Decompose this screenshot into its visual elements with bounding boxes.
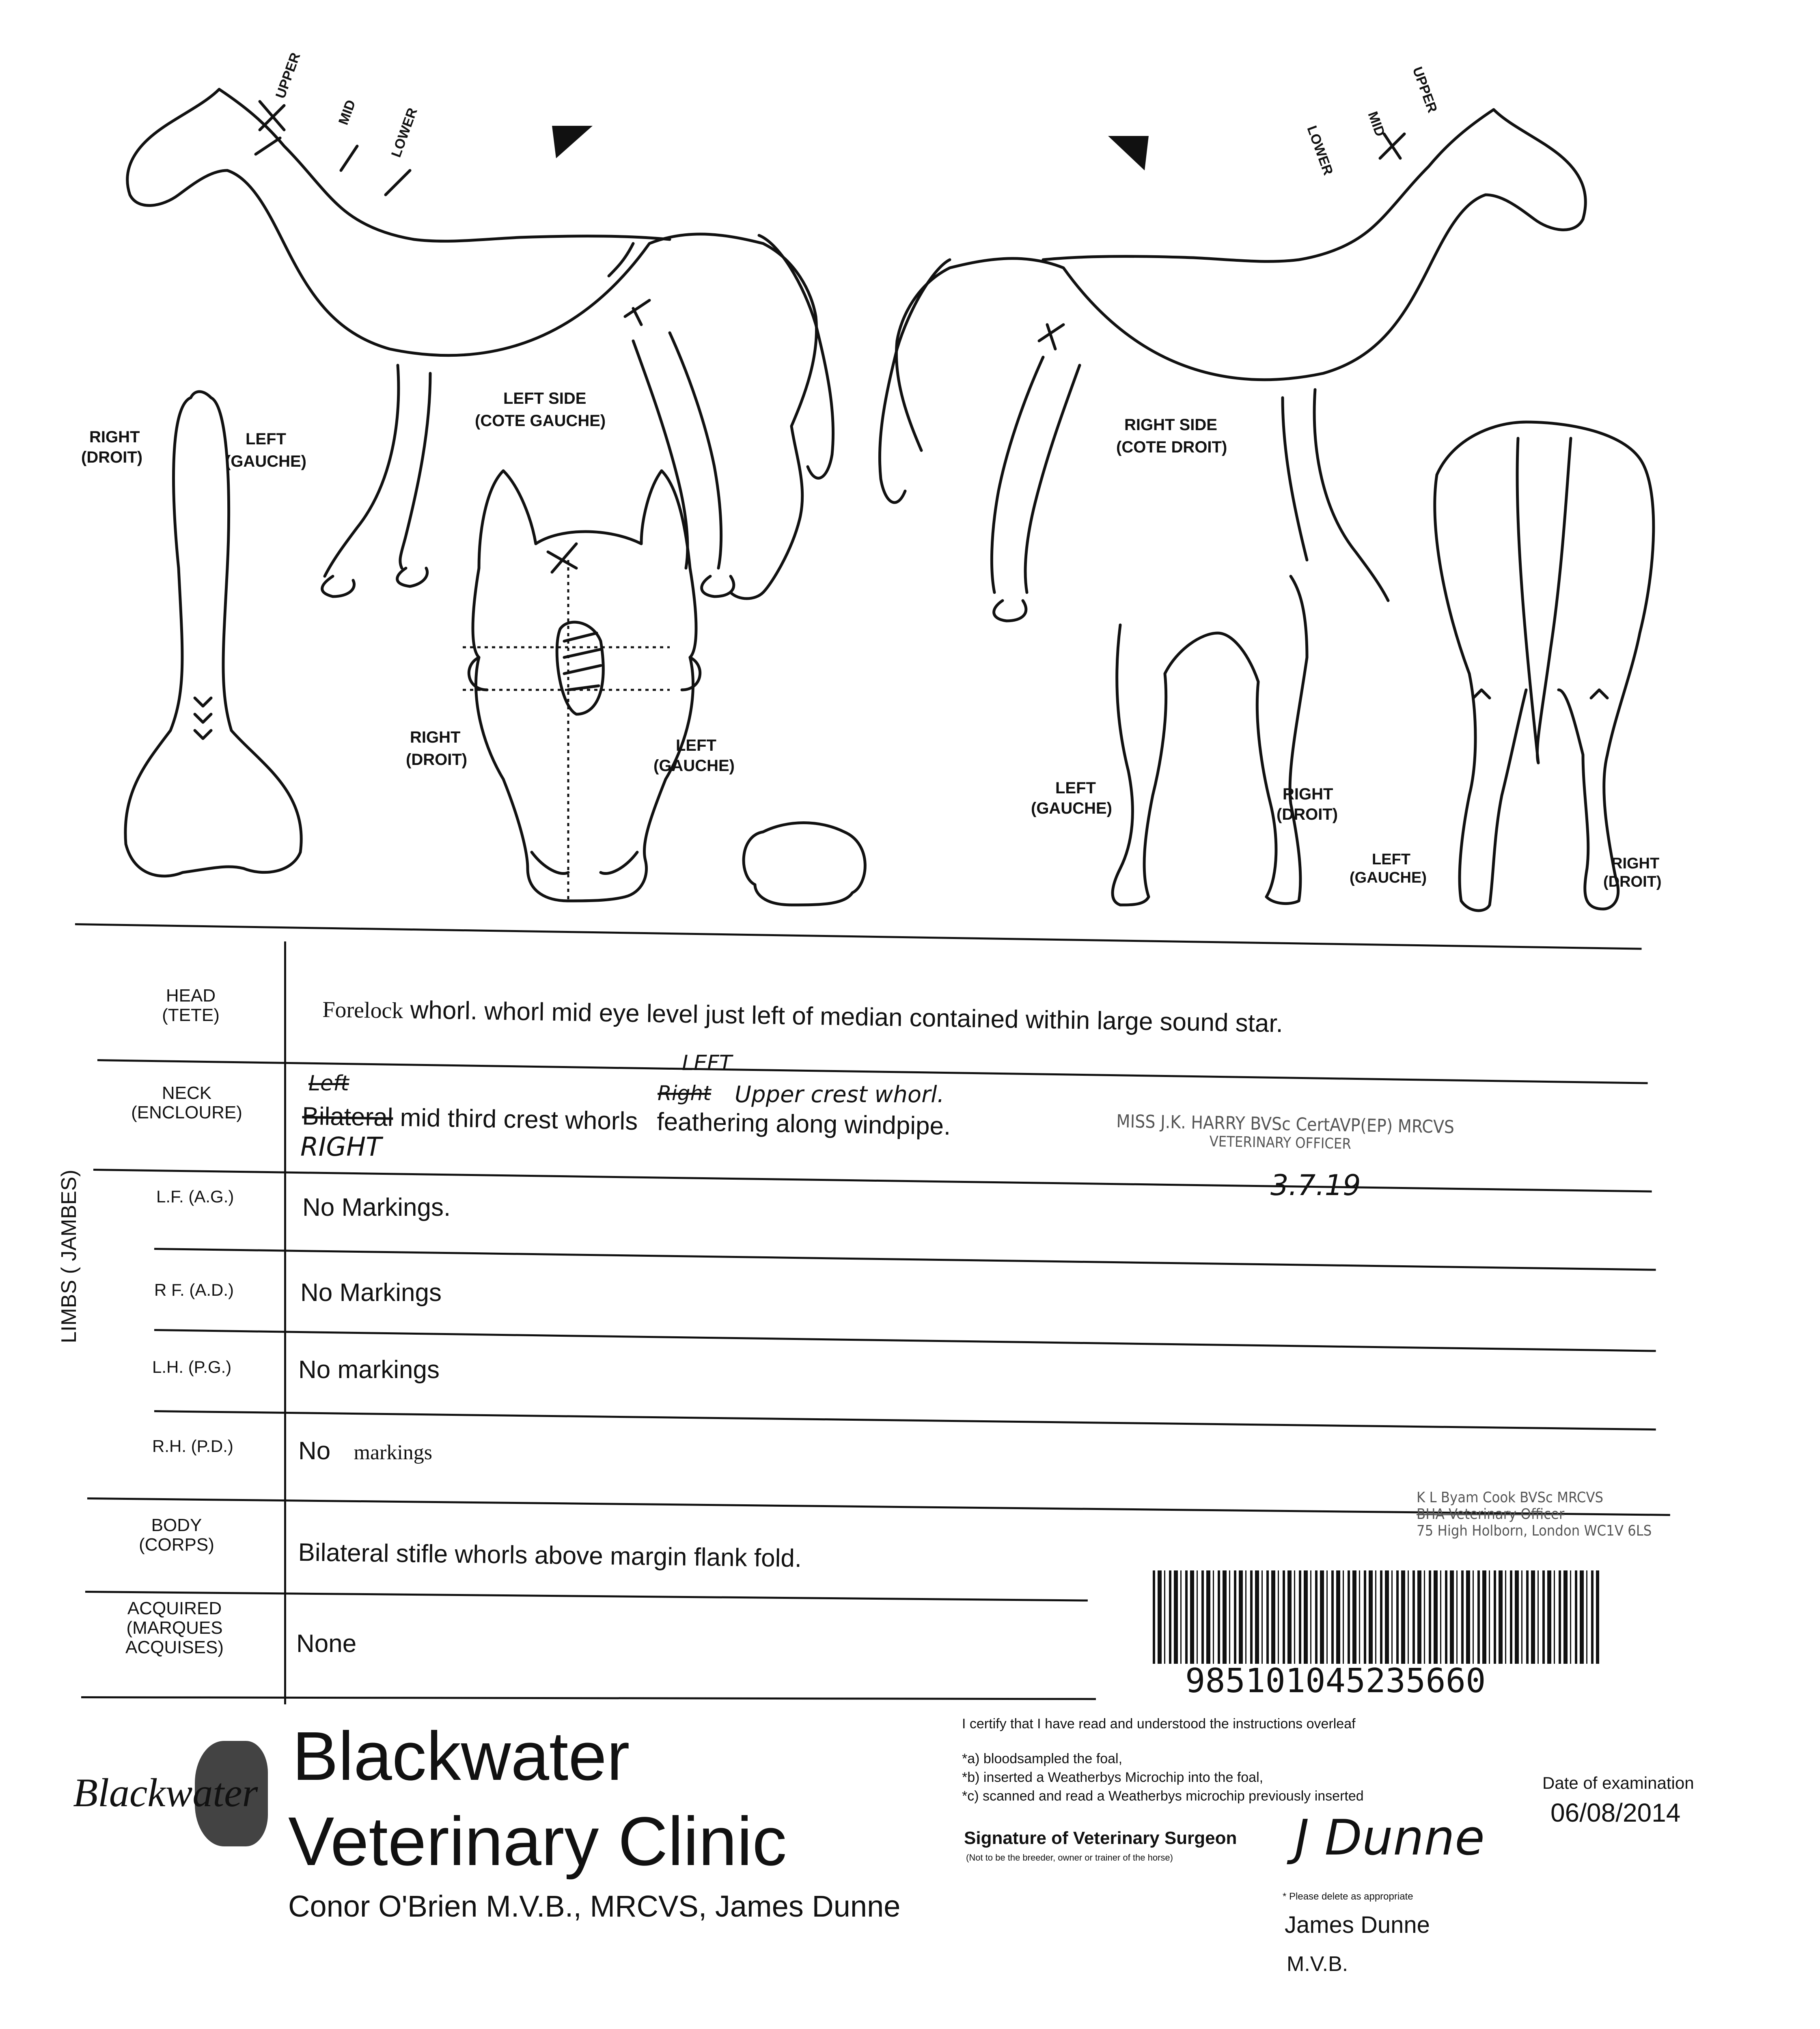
harry-stamp <box>1116 1111 1454 1155</box>
lower-label-left: LOWER <box>388 106 420 159</box>
neck-row-label <box>97 1083 276 1122</box>
hind-left-label: LEFT <box>1372 851 1410 868</box>
rule-lf-rf <box>154 1248 1656 1271</box>
neck-description-b: feathering along windpipe. <box>656 1107 951 1141</box>
exam-date-label: Date of examination <box>1542 1773 1694 1792</box>
acquired-row-label <box>85 1599 264 1657</box>
harry-stamp-line1: MISS J.K. HARRY BVSc CertAVP(EP) MRCVS <box>1116 1111 1455 1138</box>
head-row-label <box>101 986 280 1025</box>
delete-note: * Please delete as appropriate <box>1283 1891 1413 1902</box>
hind-right-fr-label: (DROIT) <box>1603 873 1662 890</box>
left-side-fr-label: (COTE GAUCHE) <box>475 412 606 430</box>
neck-right-label: RIGHT <box>89 428 140 446</box>
rh-description <box>298 1437 432 1465</box>
byam-stamp-line1: K L Byam Cook BVSc MRCVS <box>1417 1489 1604 1506</box>
left-side-horse-outline <box>127 89 833 599</box>
front-left-label: LEFT <box>1055 779 1096 797</box>
lf-description: No Markings. <box>302 1193 451 1221</box>
upper-label-right: UPPER <box>1409 65 1440 115</box>
byam-stamp-line3: 75 High Holborn, London WC1V 6LS <box>1417 1523 1652 1539</box>
vet-name: James Dunne <box>1285 1912 1430 1938</box>
lh-description: No markings <box>298 1356 440 1384</box>
head-right-fr-label: (DROIT) <box>406 751 468 769</box>
rule-lh-rh <box>154 1410 1656 1430</box>
front-left-fr-label: (GAUCHE) <box>1031 799 1112 817</box>
neck-hand-right-struck: Right <box>658 1081 711 1105</box>
rule-rf-lh <box>154 1329 1656 1352</box>
rh-description-a: No <box>298 1437 331 1465</box>
rh-description-b: markings <box>354 1441 433 1464</box>
neck-hand-left: LEFT <box>682 1051 732 1075</box>
table-bottom-rule <box>81 1696 1096 1700</box>
right-side-horse-outline <box>880 110 1585 621</box>
rf-label: R F. (A.D.) <box>154 1280 234 1299</box>
acquired-label-fr1: (MARQUES <box>126 1618 223 1638</box>
lower-label-right: LOWER <box>1304 123 1336 177</box>
front-legs-outline <box>1113 576 1307 905</box>
barcode <box>1153 1570 1599 1664</box>
hind-right-label: RIGHT <box>1611 855 1660 872</box>
head-label-fr: (TETE) <box>162 1005 220 1025</box>
clinic-name-line2: Veterinary Clinic <box>288 1803 787 1880</box>
neck-label-fr: (ENCLOURE) <box>131 1103 242 1122</box>
neck-hand-upper: Upper crest whorl. <box>735 1081 945 1108</box>
acquired-label-en: ACQUIRED <box>127 1598 222 1618</box>
byam-stamp-line2: BHA Veterinary Officer <box>1417 1506 1565 1523</box>
cert-intro: I certify that I have read and understood the instructions overleaf <box>962 1716 1356 1732</box>
neck-left-label: LEFT <box>246 430 286 448</box>
neck-hand-right: RIGHT <box>300 1132 382 1162</box>
acquired-description: None <box>296 1630 357 1658</box>
limbs-title: LIMBS ( JAMBES) <box>57 1170 81 1343</box>
acquired-label-fr2: ACQUISES) <box>125 1637 224 1657</box>
clinic-name-line1: Blackwater <box>292 1718 630 1795</box>
rf-description: No Markings <box>300 1279 442 1307</box>
left-side-label: LEFT SIDE <box>503 390 587 407</box>
mid-label-left: MID <box>335 98 359 127</box>
clinic-logo-text: Blackwater <box>73 1770 258 1815</box>
neck-description-a: mid third crest whorls <box>400 1103 638 1135</box>
muzzle-outline <box>744 823 865 905</box>
harry-stamp-line2: VETERINARY OFFICER <box>1209 1133 1352 1152</box>
neck-struck-word: Bilateral <box>302 1102 393 1132</box>
rule-neck-limbs <box>93 1169 1652 1193</box>
body-row-label <box>87 1516 266 1555</box>
neck-label-en: NECK <box>162 1083 212 1103</box>
exam-date: 06/08/2014 <box>1550 1798 1681 1827</box>
front-right-label: RIGHT <box>1283 785 1333 803</box>
lf-label: L.F. (A.G.) <box>156 1187 234 1206</box>
head-right-label: RIGHT <box>410 728 461 746</box>
hind-left-fr-label: (GAUCHE) <box>1350 869 1427 886</box>
row-label-divider <box>284 941 286 1704</box>
head-description <box>322 994 1283 1038</box>
head-left-fr-label: (GAUCHE) <box>653 757 735 775</box>
face-guide-lines <box>463 560 670 901</box>
right-side-fr-label: (COTE DROIT) <box>1116 438 1227 456</box>
vet-signature: J Dunne <box>1295 1810 1485 1866</box>
head-front-outline <box>469 471 700 901</box>
signature-label: Signature of Veterinary Surgeon <box>964 1828 1237 1848</box>
front-right-fr-label: (DROIT) <box>1277 806 1338 823</box>
left-triangle-marker <box>552 126 593 158</box>
clinic-logo <box>73 1741 268 1846</box>
horse-markings-diagram <box>0 0 1820 994</box>
body-label-en: BODY <box>151 1515 202 1535</box>
cert-c: *c) scanned and read a Weatherbys microchip previously inserted <box>962 1788 1364 1804</box>
neck-right-fr-label: (DROIT) <box>81 448 143 466</box>
rh-label: R.H. (P.D.) <box>152 1437 233 1456</box>
signature-note: (Not to be the breeder, owner or trainer of the horse) <box>966 1852 1173 1863</box>
body-description: Bilateral stifle whorls above margin flank fold. <box>298 1538 802 1573</box>
lh-label: L.H. (P.G.) <box>152 1357 232 1376</box>
cert-a: *a) bloodsampled the foal, <box>962 1751 1123 1766</box>
mid-label-right: MID <box>1365 109 1388 139</box>
upper-label-left: UPPER <box>272 50 304 101</box>
vet-qualification: M.V.B. <box>1287 1952 1348 1976</box>
head-label-en: HEAD <box>166 986 216 1006</box>
body-label-fr: (CORPS) <box>139 1535 214 1555</box>
neck-left-fr-label: (GAUCHE) <box>225 452 306 470</box>
byam-stamp <box>1417 1489 1652 1539</box>
hind-view-outline <box>1435 422 1654 911</box>
head-description-a: Forelock <box>322 997 403 1024</box>
head-left-label: LEFT <box>676 737 716 754</box>
clinic-staff: Conor O'Brien M.V.B., MRCVS, James Dunne <box>288 1889 901 1923</box>
right-triangle-marker <box>1108 136 1149 170</box>
neck-hand-left-struck: Left <box>308 1071 349 1096</box>
certification-block <box>962 1715 1364 1805</box>
barcode-number: 985101045235660 <box>1185 1662 1486 1700</box>
right-side-label: RIGHT SIDE <box>1124 416 1217 434</box>
head-description-b: whorl. whorl mid eye level just left of median contained within large sound star. <box>410 996 1283 1038</box>
cert-b: *b) inserted a Weatherbys Microchip into the foal, <box>962 1770 1264 1785</box>
harry-stamp-date: 3.7.19 <box>1270 1169 1361 1202</box>
